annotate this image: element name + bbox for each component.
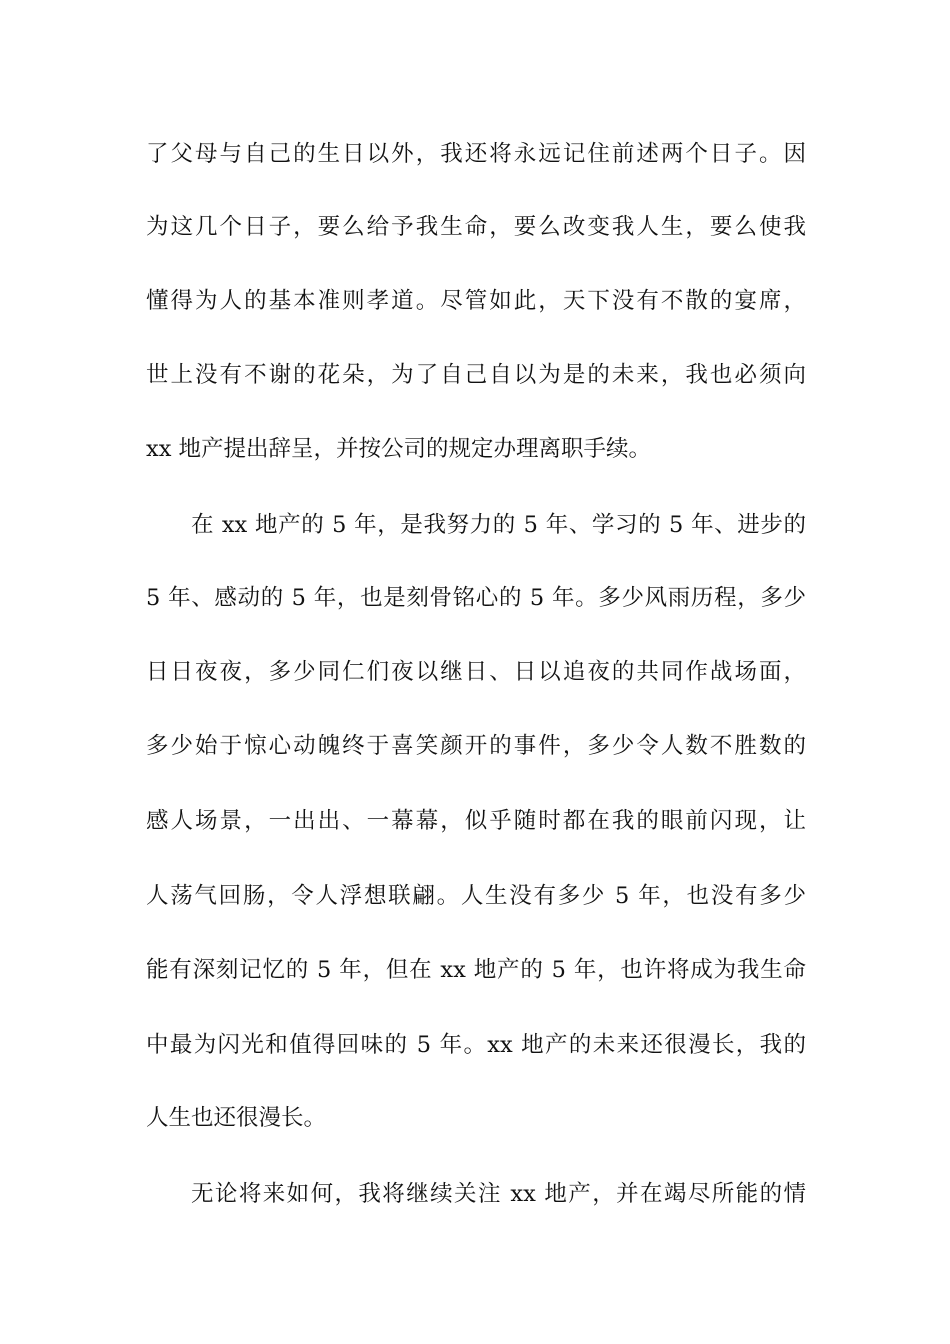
text-line: 人荡气回肠，令人浮想联翩。人生没有多少 5 年，也没有多少	[146, 883, 806, 909]
text-line: 懂得为人的基本准则孝道。尽管如此，天下没有不散的宴席，	[146, 288, 806, 314]
text-line: 中最为闪光和值得回味的 5 年。xx 地产的未来还很漫长，我的	[146, 1032, 806, 1058]
text-line: 人生也还很漫长。	[146, 1105, 327, 1131]
text-line: 在 xx 地产的 5 年，是我努力的 5 年、学习的 5 年、进步的	[191, 512, 806, 538]
text-line: xx 地产提出辞呈，并按公司的规定办理离职手续。	[146, 436, 652, 462]
text-line: 了父母与自己的生日以外，我还将永远记住前述两个日子。因	[146, 141, 806, 167]
text-line: 感人场景，一出出、一幕幕，似乎随时都在我的眼前闪现，让	[146, 808, 806, 834]
text-line: 能有深刻记忆的 5 年，但在 xx 地产的 5 年，也许将成为我生命	[146, 957, 806, 983]
text-line: 5 年、感动的 5 年，也是刻骨铭心的 5 年。多少风雨历程，多少	[146, 585, 806, 611]
text-line: 多少始于惊心动魄终于喜笑颜开的事件，多少令人数不胜数的	[146, 733, 806, 759]
text-line: 日日夜夜，多少同仁们夜以继日、日以追夜的共同作战场面，	[146, 659, 806, 685]
text-line: 世上没有不谢的花朵，为了自己自以为是的未来，我也必须向	[146, 362, 806, 388]
text-line: 无论将来如何，我将继续关注 xx 地产，并在竭尽所能的情	[191, 1181, 806, 1207]
text-line: 为这几个日子，要么给予我生命，要么改变我人生，要么使我	[146, 214, 806, 240]
